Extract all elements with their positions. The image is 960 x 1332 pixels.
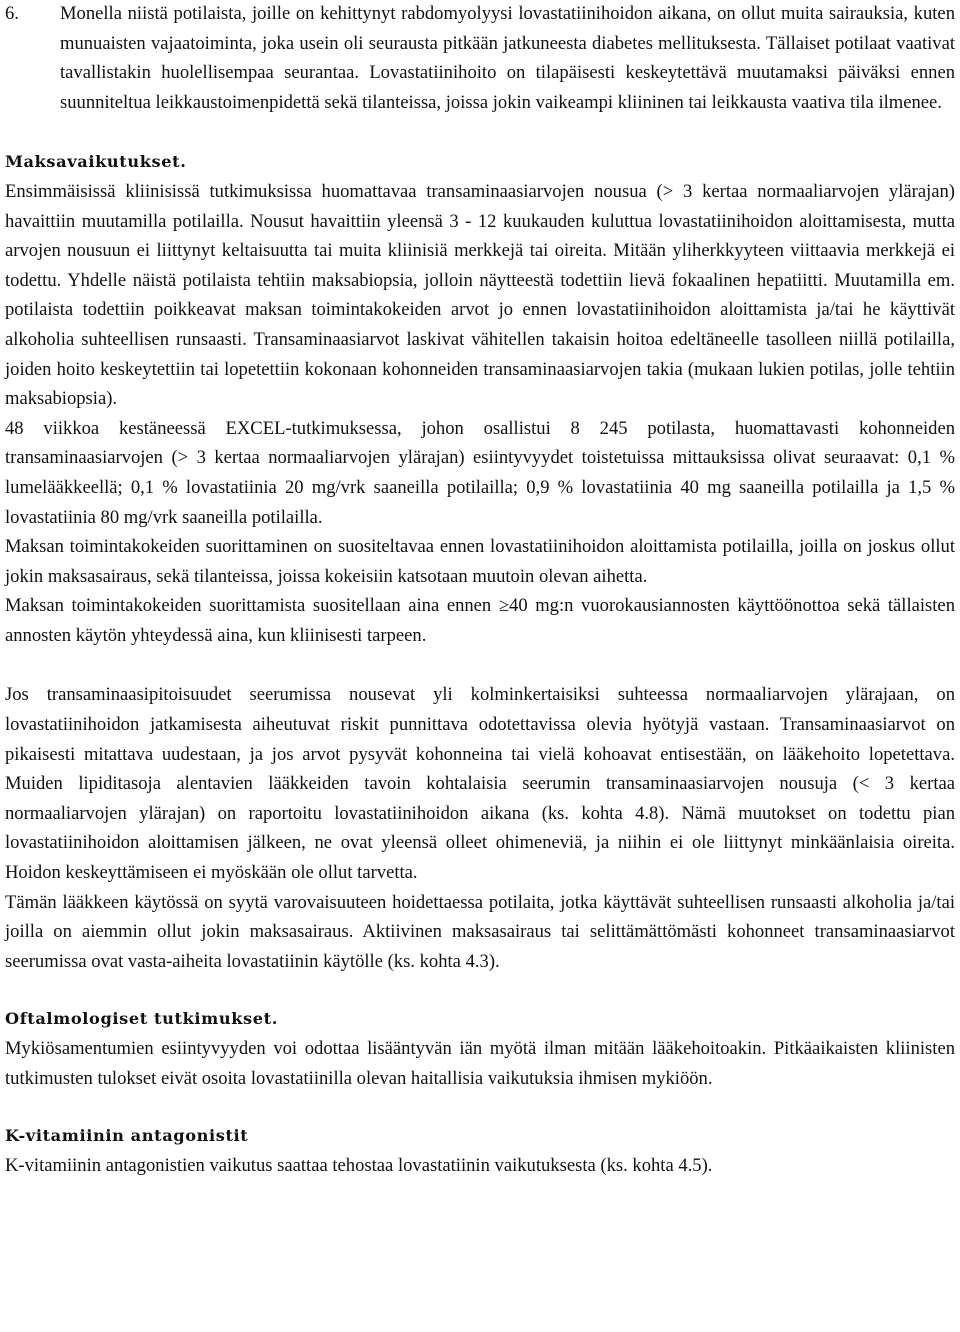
- numbered-item-6: [5, 0, 955, 117]
- section-heading-vitamin-k: K-vitamiinin antagonistit: [5, 1126, 249, 1146]
- paragraph: Tämän lääkkeen käytössä on syytä varovaisuuteen hoidettaessa potilaita, jotka käyttävät suhteellisen runsaasti alkoholia ja/tai joilla on aiemmin ollut jokin maksasairaus. Aktiivinen maksasairaus tai selittämättömästi kohonneet transaminaasiarvot seerumissa ovat vasta-aiheita lovastatiinin käytölle (ks. kohta 4.3).: [5, 891, 955, 972]
- spacer: [5, 117, 955, 147]
- paragraph: Mykiösamentumien esiintyvyyden voi odottaa lisääntyvän iän myötä ilman mitään lääkehoitoakin. Pitkäaikaisten kliinisten tutkimusten tulokset eivät osoita lovastatiinilla olevan haitallisia vaikutuksia ihmisen mykiöön.: [5, 1038, 955, 1089]
- section-heading-ophthalmology: Oftalmologiset tutkimukset.: [5, 1009, 278, 1029]
- paragraph: Ensimmäisissä kliinisissä tutkimuksissa huomattavaa transaminaasiarvojen nousua (> 3 kertaa normaaliarvojen ylärajan) havaittiin muutamilla potilailla. Nousut havaittiin yleensä 3 - 12 kuukauden kuluttua lovastatiinihoidon aloittamisesta, mutta arvojen nousuun ei liittynyt keltaisuutta tai muita kliinisiä merkkejä tai oireita. Mitään yliherkkyyteen viittaavia merkkejä ei todettu. Yhdelle näistä potilaista tehtiin maksabiopsia, jolloin näytteestä todettiin lievä fokaalinen hepatiitti. Muutamilla em. potilaista todettiin poikkeavat maksan toimintakokeiden arvot jo ennen lovastatiinihoidon aloittamista ja/tai he käyttivät alkoholia suhteellisen runsaasti. Transaminaasiarvot laskivat vähitellen takaisin hoitoa edeltäneelle tasolleen niillä potilailla, joiden hoito keskeytettiin tai lopetettiin kokonaan kohonneiden transaminaasiarvojen takia (mukaan lukien potilas, jolle tehtiin maksabiopsia).: [5, 180, 955, 410]
- document-page: [5, 0, 955, 1180]
- spacer: [5, 650, 955, 680]
- paragraph: Maksan toimintakokeiden suorittaminen on suositeltavaa ennen lovastatiinihoidon aloittamista potilailla, joilla on joskus ollut jokin maksasairaus, sekä tilanteissa, joissa kokeisiin katsotaan muutoin olevan aihetta.: [5, 536, 955, 587]
- section-vitamin-k: [5, 1121, 955, 1180]
- spacer: [5, 976, 955, 1004]
- item-number: 6.: [5, 3, 19, 24]
- paragraph: Jos transaminaasipitoisuudet seerumissa nousevat yli kolminkertaisiksi suhteessa normaaliarvojen ylärajaan, on lovastatiinihoidon jatkamisesta aiheutuvat riskit punnittava odotettavissa olevia hyötyjä vastaan. Transaminaasiarvot on pikaisesti mitattava uudestaan, ja jos arvot pysyvät kohonneina tai vielä kohoavat entisestään, on lääkehoito lopetettava. Muiden lipiditasoja alentavien lääkkeiden tavoin kohtalaisia seerumin transaminaasiarvojen nousuja (< 3 kertaa normaaliarvojen ylärajan) on raportoitu lovastatiinihoidon aikana (ks. kohta 4.8). Nämä muutokset on todettu pian lovastatiinihoidon aloittamisen jälkeen, ne ovat yleensä olleet ohimeneviä, ja niihin ei ole liittynyt minkäänlaisia oireita. Hoidon keskeyttämiseen ei myöskään ole ollut tarvetta.: [5, 684, 955, 884]
- section-heading-liver: Maksavaikutukset.: [5, 152, 187, 172]
- spacer: [5, 1093, 955, 1121]
- section-liver-effects: [5, 147, 955, 976]
- paragraph: 48 viikkoa kestäneessä EXCEL-tutkimuksessa, johon osallistui 8 245 potilasta, huomattavasti kohonneiden transaminaasiarvojen (> 3 kertaa normaaliarvojen ylärajan) esiintyvyydet toistetuissa mittauksissa olivat seuraavat: 0,1 % lumelääkkeellä; 0,1 % lovastatiinia 20 mg/vrk saaneilla potilailla; 0,9 % lovastatiinia 40 mg saaneilla potilailla ja 1,5 % lovastatiinia 80 mg/vrk saaneilla potilailla.: [5, 417, 955, 528]
- paragraph: Maksan toimintakokeiden suorittamista suositellaan aina ennen ≥40 mg:n vuorokausiannosten käyttöönottoa sekä tällaisten annosten käytön yhteydessä aina, kun kliinisesti tarpeen.: [5, 595, 955, 646]
- item-6-text: Monella niistä potilaista, joille on kehittynyt rabdomyolyysi lovastatiinihoidon aikana, on ollut muita sairauksia, kuten munuaisten vajaatoiminta, joka usein oli seurausta pitkään jatkuneesta diabetes mellituksesta. Tällaiset potilaat vaativat tavallistakin huolellisempaa seurantaa. Lovastatiinihoito on tilapäisesti keskeytettävä muutamaksi päiväksi ennen suunniteltua leikkaustoimenpidettä sekä tilanteissa, joissa jokin vaikeampi kliininen tai leikkausta vaativa tila ilmenee.: [60, 3, 955, 113]
- section-ophthalmology: [5, 1004, 955, 1093]
- paragraph: K-vitamiinin antagonistien vaikutus saattaa tehostaa lovastatiinin vaikutuksesta (ks. kohta 4.5).: [5, 1154, 713, 1176]
